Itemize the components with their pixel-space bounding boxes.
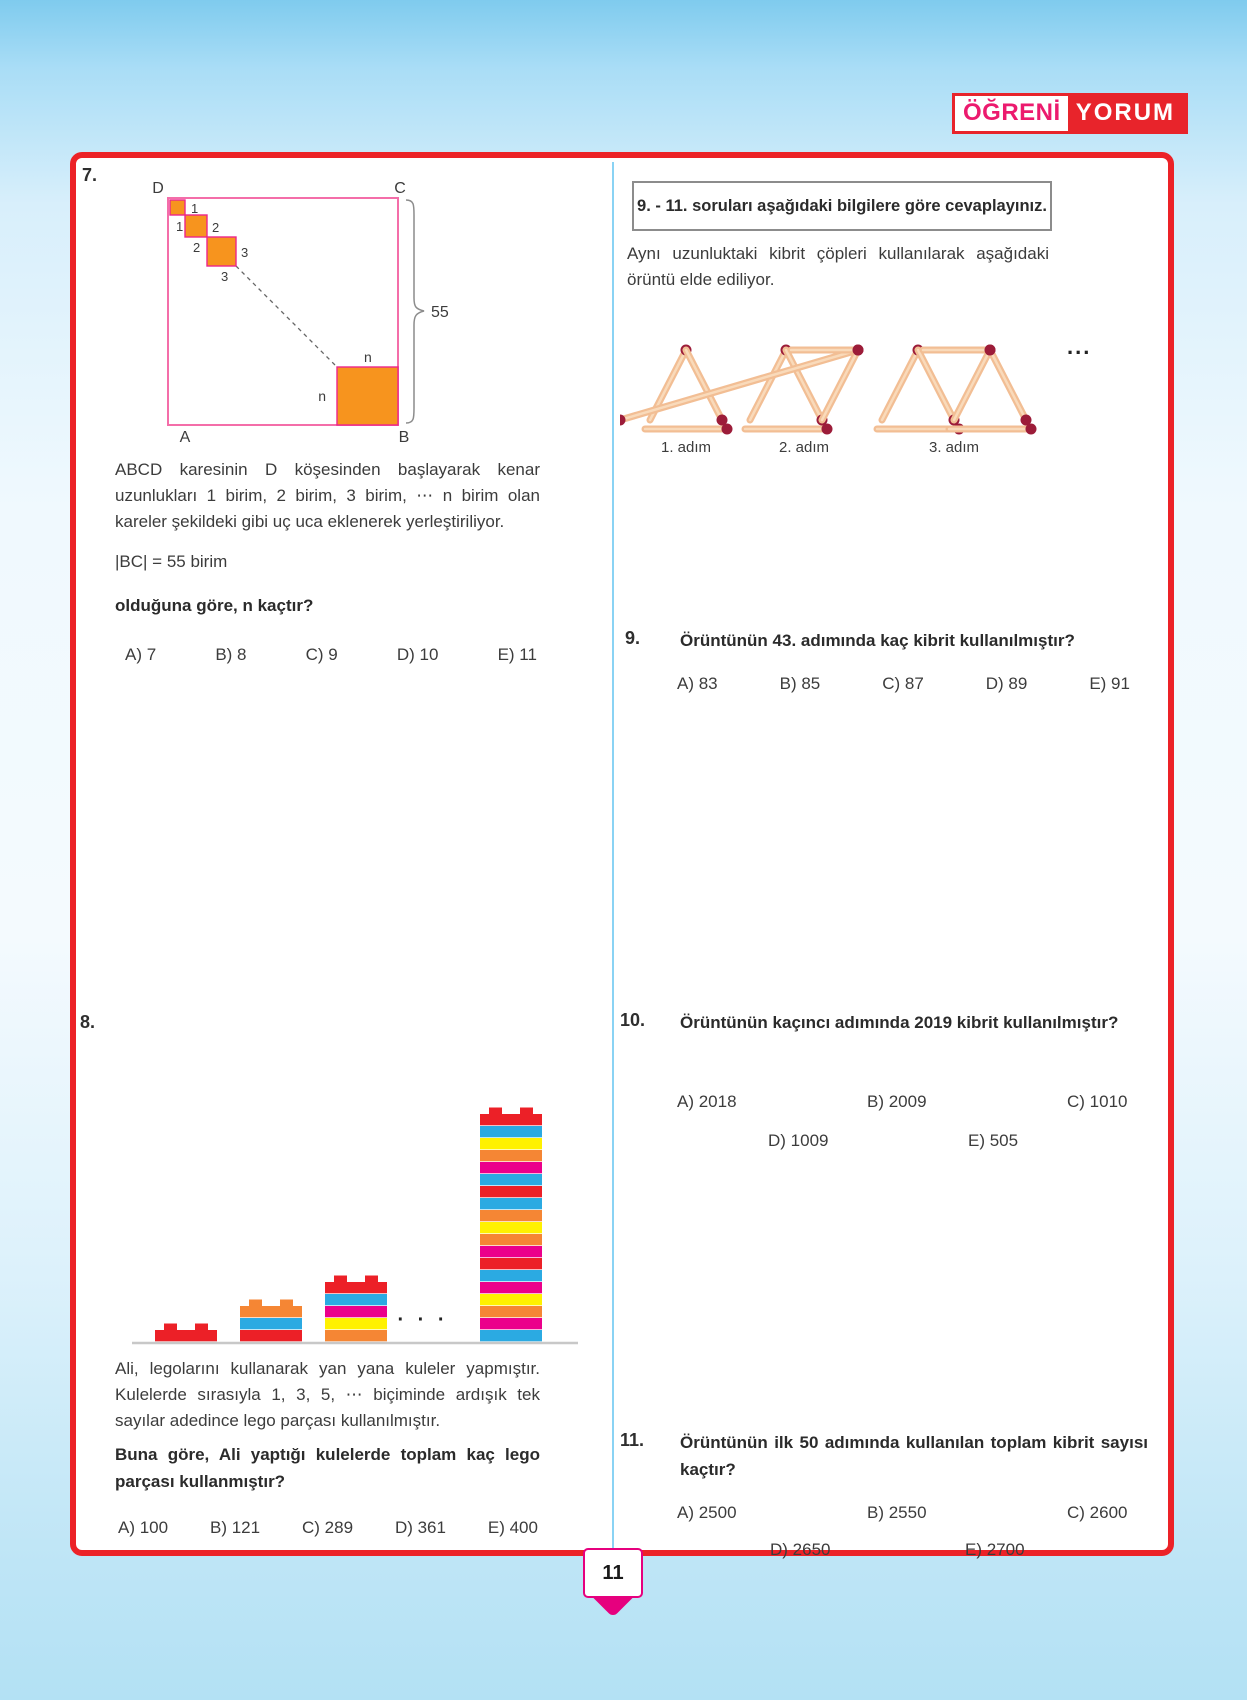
q8-option-a: A) 100 [118,1518,169,1537]
sq1-bottom-label: 1 [176,219,184,234]
sq2-side-label: 2 [212,220,220,235]
step-2-label: 2. adım [778,439,830,456]
q11-option-b: B) 2550 [867,1503,927,1522]
q8-option-b: B) 121 [210,1518,261,1537]
q7-condition: |BC| = 55 birim [115,552,228,571]
brace-55 [406,200,424,423]
q10-option-c: C) 1010 [1067,1092,1128,1111]
q11-option-e: E) 2700 [965,1540,1025,1559]
sq3-side-label: 3 [241,245,249,260]
q7-option-d: D) 10 [396,645,439,664]
q8-option-d: D) 361 [394,1518,446,1537]
q9-option-b: B) 85 [779,674,821,693]
q7-options [125,645,537,665]
unit-square-1 [170,200,185,215]
brace-value-label: 55 [431,304,449,321]
q8-options [118,1518,538,1538]
corner-label-a: A [179,429,191,446]
q8-option-e: E) 400 [487,1518,538,1537]
q7-squares-diagram [138,175,458,450]
q10-option-a: A) 2018 [677,1092,737,1111]
lego-ellipsis: · · · [397,1309,449,1331]
q7-option-c: C) 9 [305,645,338,664]
question-8-number: 8. [80,1012,96,1032]
q8-lego-towers-figure [120,1088,590,1350]
page-number: 11 [583,1548,643,1598]
q10-option-e: E) 505 [968,1131,1019,1150]
corner-label-c: C [394,180,406,197]
page-number-badge [582,1548,644,1620]
q7-option-b: B) 8 [215,645,247,664]
lego-bricks [155,1108,542,1342]
q8-paragraph: Ali, legolarını kullanarak yan yana kuleler yapmıştır. Kulelerde sırasıyla 1, 3, 5, ⋯ biçiminde ardışık tek sayılar adedince lego parçası kullanılmıştır. [115,1359,540,1430]
matchsticks [620,345,1037,435]
step-1-label: 1. adım [660,439,712,456]
step-3-label: 3. adım [928,439,980,456]
question-10-number: 10. [620,1010,646,1030]
pattern-intro: Aynı uzunluktaki kibrit çöpleri kullanılarak aşağıdaki örüntü elde ediliyor. [627,244,1049,289]
logo-text-primary: ÖĞRENİ [955,96,1068,131]
q11-option-c: C) 2600 [1067,1503,1128,1522]
brand-logo [952,93,1188,134]
n-left-label: n [318,388,326,404]
pattern-ellipsis: ... [1067,334,1092,359]
q9-question: Örüntünün 43. adımında kaç kibrit kullanılmıştır? [680,631,1075,650]
q9-option-a: A) 83 [677,674,718,693]
unit-square-3 [207,237,236,266]
diagonal-dashed-line [236,266,337,367]
question-11-number: 11. [620,1430,645,1450]
q11-option-a: A) 2500 [677,1503,737,1522]
corner-label-b: B [398,429,410,446]
unit-square-n [337,367,398,425]
sq2-bottom-label: 2 [193,240,201,255]
q7-option-a: A) 7 [125,645,157,664]
unit-square-2 [185,215,207,237]
question-7-number: 7. [82,165,98,185]
q7-option-e: E) 11 [497,645,537,664]
q11-option-d: D) 2650 [770,1540,831,1559]
q8-option-c: C) 289 [302,1518,354,1537]
q9-option-c: C) 87 [882,674,924,693]
matchstick-pattern-figure [620,292,1100,464]
q7-paragraph: ABCD karesinin D köşesinden başlayarak kenar uzunlukları 1 birim, 2 birim, 3 birim, ⋯ n birim olan kareler şekildeki gibi uç uca eklenerek yerleştiriliyor. [115,460,540,531]
sq1-side-label: 1 [191,201,199,216]
q10-question: Örüntünün kaçıncı adımında 2019 kibrit kullanılmıştır? [680,1013,1119,1032]
q9-options [677,674,1130,694]
q10-option-d: D) 1009 [768,1131,829,1150]
column-divider [612,162,614,1548]
q10-option-b: B) 2009 [867,1092,927,1111]
logo-text-secondary: YORUM [1068,96,1185,131]
n-top-label: n [364,349,372,365]
instruction-box-9-11: 9. - 11. soruları aşağıdaki bilgilere göre cevaplayınız. [632,181,1052,231]
sq3-bottom-label: 3 [221,269,229,284]
q9-option-d: D) 89 [985,674,1028,693]
q8-question: Buna göre, Ali yaptığı kulelerde toplam kaç lego parçası kullanmıştır? [115,1445,540,1491]
question-9-number: 9. [625,628,641,648]
q9-option-e: E) 91 [1089,674,1130,693]
q7-question: olduğuna göre, n kaçtır? [115,596,314,615]
q11-question: Örüntünün ilk 50 adımında kullanılan toplam kibrit sayısı kaçtır? [680,1433,1148,1479]
corner-label-d: D [152,180,164,197]
